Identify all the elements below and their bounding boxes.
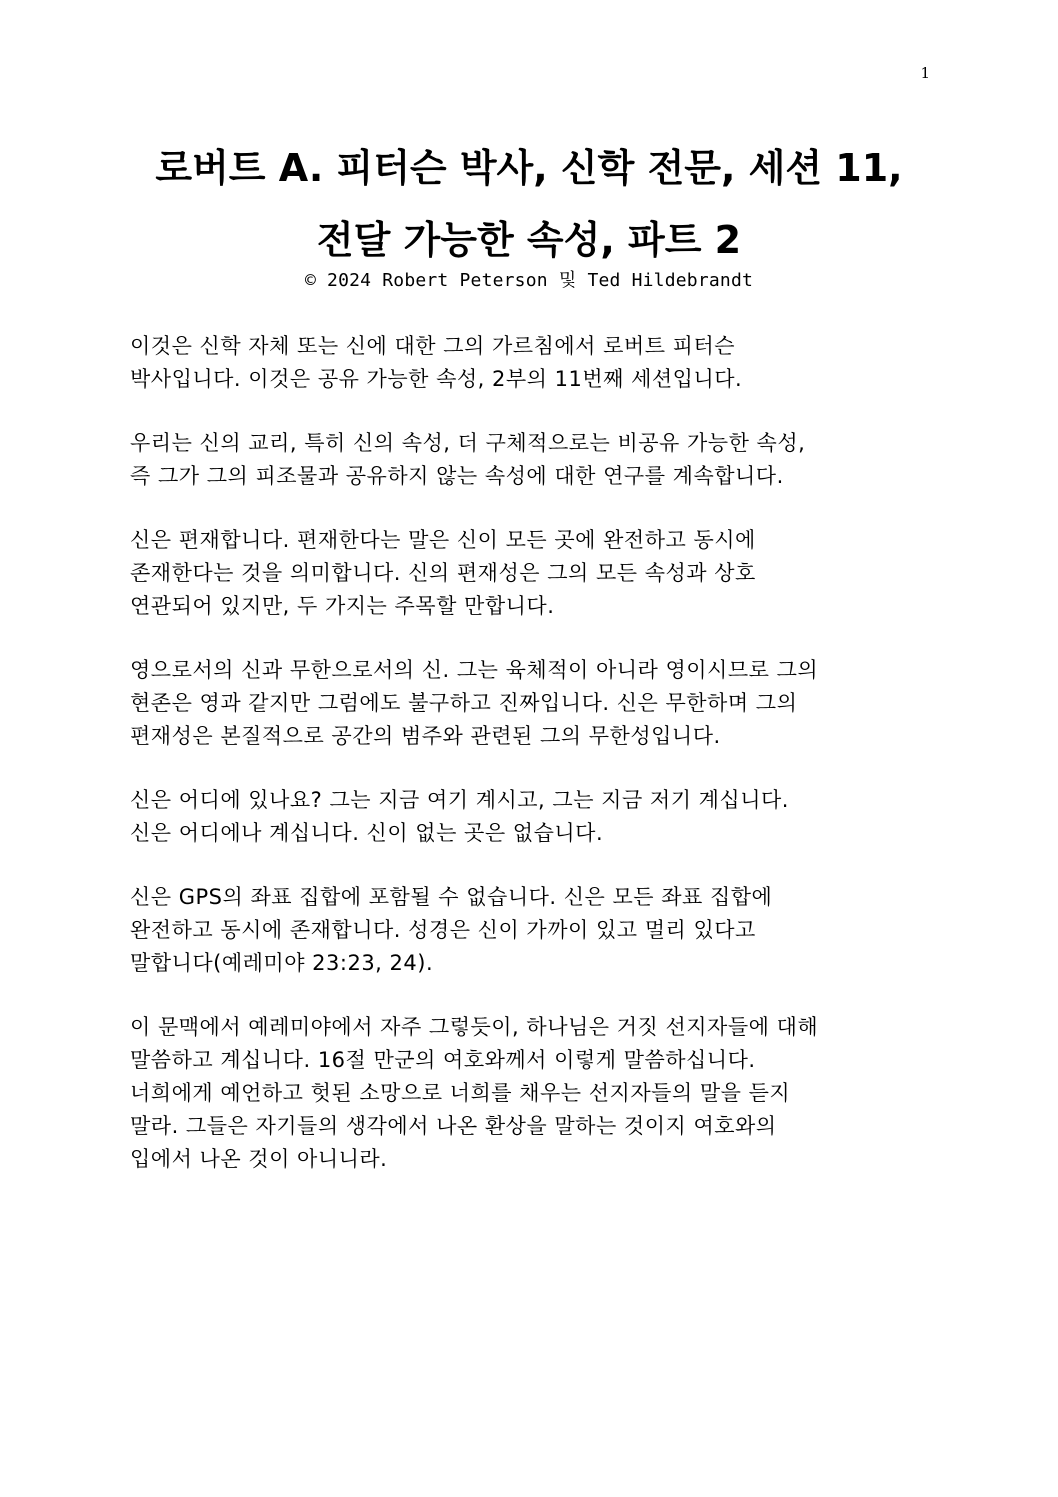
title-line-2: 전달 가능한 속성, 파트 2 [316, 218, 742, 262]
paragraph-line: 영으로서의 신과 무한으로서의 신. 그는 육체적이 아니라 영이시므로 그의 [130, 658, 819, 682]
paragraph-line: 신은 어디에 있나요? 그는 지금 여기 계시고, 그는 지금 저기 계십니다. [130, 788, 789, 812]
paragraph-line: 완전하고 동시에 존재합니다. 성경은 신이 가까이 있고 멀리 있다고 [130, 918, 756, 942]
paragraph-7 [130, 1011, 930, 1176]
page-number: 1 [920, 64, 930, 82]
paragraph-line: 신은 편재합니다. 편재한다는 말은 신이 모든 곳에 완전하고 동시에 [130, 528, 756, 552]
paragraph-line: 즉 그가 그의 피조물과 공유하지 않는 속성에 대한 연구를 계속합니다. [130, 464, 784, 488]
paragraph-line: 입에서 나온 것이 아니니라. [130, 1147, 388, 1171]
paragraph-line: 존재한다는 것을 의미합니다. 신의 편재성은 그의 모든 속성과 상호 [130, 561, 756, 585]
paragraph-4 [130, 654, 930, 753]
paragraph-line: 박사입니다. 이것은 공유 가능한 속성, 2부의 11번째 세션입니다. [130, 367, 743, 391]
paragraph-line: 연관되어 있지만, 두 가지는 주목할 만합니다. [130, 594, 555, 618]
paragraph-line: 이것은 신학 자체 또는 신에 대한 그의 가르침에서 로버트 피터슨 [130, 334, 736, 358]
paragraph-line: 편재성은 본질적으로 공간의 범주와 관련된 그의 무한성입니다. [130, 724, 721, 748]
paragraph-1 [130, 330, 930, 396]
paragraph-2 [130, 427, 930, 493]
paragraph-3 [130, 524, 930, 623]
paragraph-line: 말라. 그들은 자기들의 생각에서 나온 환상을 말하는 것이지 여호와의 [130, 1114, 777, 1138]
paragraph-line: 우리는 신의 교리, 특히 신의 속성, 더 구체적으로는 비공유 가능한 속성, [130, 431, 806, 455]
paragraph-line: 이 문맥에서 예레미야에서 자주 그렇듯이, 하나님은 거짓 선지자들에 대해 [130, 1015, 819, 1039]
paragraph-line: 현존은 영과 같지만 그럼에도 불구하고 진짜입니다. 신은 무한하며 그의 [130, 691, 798, 715]
document-title [0, 132, 1058, 276]
paragraph-6 [130, 881, 930, 980]
document-body [130, 330, 930, 1207]
paragraph-line: 신은 GPS의 좌표 집합에 포함될 수 없습니다. 신은 모든 좌표 집합에 [130, 885, 773, 909]
paragraph-line: 말합니다(예레미야 23:23, 24). [130, 951, 434, 975]
paragraph-5 [130, 784, 930, 850]
title-line-1: 로버트 A. 피터슨 박사, 신학 전문, 세션 11, [155, 146, 903, 190]
paragraph-line: 신은 어디에나 계십니다. 신이 없는 곳은 없습니다. [130, 821, 604, 845]
paragraph-line: 말씀하고 계십니다. 16절 만군의 여호와께서 이렇게 말씀하십니다. [130, 1048, 756, 1072]
paragraph-line: 너희에게 예언하고 헛된 소망으로 너희를 채우는 선지자들의 말을 듣지 [130, 1081, 791, 1105]
copyright-notice: © 2024 Robert Peterson 및 Ted Hildebrandt [304, 270, 754, 291]
